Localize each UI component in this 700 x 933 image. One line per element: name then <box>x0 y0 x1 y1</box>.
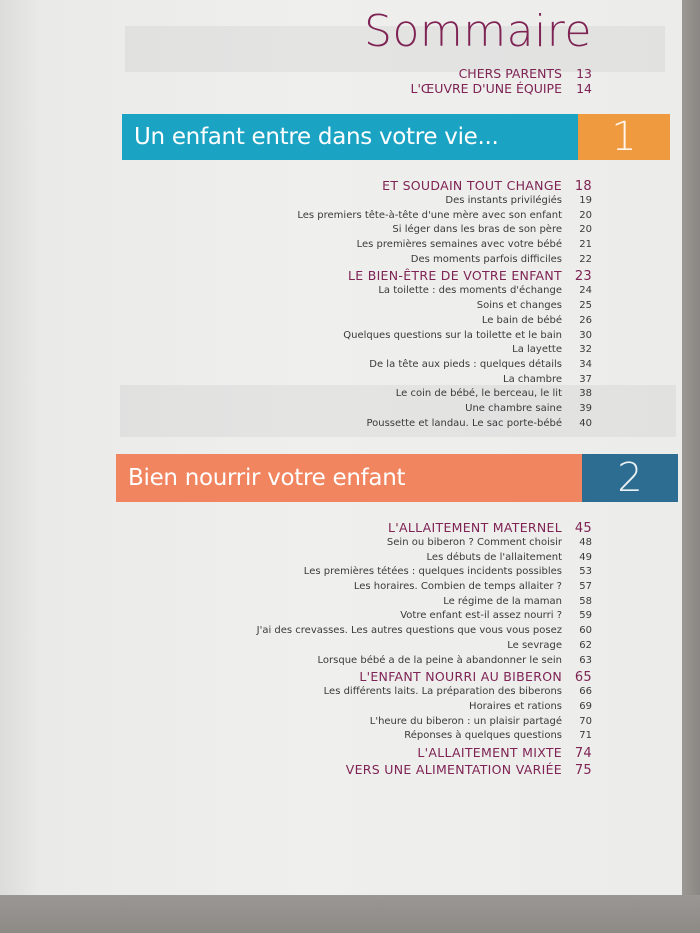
toc-entry-label: Une chambre saine <box>465 402 562 414</box>
toc-entry-label: Le régime de la maman <box>443 595 562 607</box>
toc-entry-label: Réponses à quelques questions <box>404 730 562 742</box>
toc-entry-label: ET SOUDAIN TOUT CHANGE <box>382 178 562 193</box>
toc-entry-label: L'ALLAITEMENT MIXTE <box>417 744 562 760</box>
background-surface <box>0 895 700 933</box>
chapter-2-title: Bien nourrir votre enfant <box>128 465 406 491</box>
toc-entry <box>257 565 592 580</box>
toc-entry <box>257 609 592 624</box>
toc-entry-label: LE BIEN-ÊTRE DE VOTRE ENFANT <box>347 268 562 284</box>
toc-entry <box>297 373 592 388</box>
toc-entry-page: 59 <box>579 610 592 622</box>
toc-entry <box>257 715 592 730</box>
toc-entry-page: 22 <box>579 253 592 265</box>
toc-entry-page: 57 <box>579 581 592 593</box>
toc-entry <box>297 299 592 314</box>
toc-entry <box>297 223 592 238</box>
chapter-2-toc <box>257 519 592 778</box>
toc-entry-label: Les premières semaines avec votre bébé <box>356 239 562 251</box>
toc-entry-page: 45 <box>574 521 592 536</box>
toc-entry-page: 66 <box>579 686 592 698</box>
toc-entry-page: 13 <box>576 66 592 81</box>
toc-entry-label: Soins et changes <box>476 300 562 312</box>
toc-entry-page: 74 <box>574 745 592 761</box>
toc-entry <box>297 194 592 209</box>
toc-entry-label: Le sevrage <box>507 639 562 651</box>
toc-entry-label: Les horaires. Combien de temps allaiter ? <box>353 581 562 593</box>
toc-entry-page: 20 <box>579 209 592 221</box>
toc-entry <box>297 343 592 358</box>
toc-entry-label: Les premières tétées : quelques incidents possibles <box>303 566 562 578</box>
toc-entry-page: 38 <box>579 388 592 400</box>
toc-entry <box>297 402 592 417</box>
toc-entry-label: L'heure du biberon : un plaisir partagé <box>369 715 562 727</box>
toc-entry-page: 53 <box>579 566 592 578</box>
toc-entry-page: 40 <box>579 417 592 429</box>
toc-entry <box>257 685 592 700</box>
toc-entry-page: 69 <box>579 700 592 712</box>
toc-entry-page: 23 <box>574 269 592 285</box>
toc-entry-page: 39 <box>579 402 592 414</box>
toc-entry-label: J'ai des crevasses. Les autres questions que vous vous posez <box>256 625 562 637</box>
toc-entry-page: 62 <box>579 639 592 651</box>
toc-entry <box>297 238 592 253</box>
toc-entry <box>257 551 592 566</box>
toc-entry-label: VERS UNE ALIMENTATION VARIÉE <box>345 761 562 777</box>
toc-entry <box>257 654 592 669</box>
toc-entry <box>257 729 592 744</box>
toc-entry-oeuvre <box>411 81 592 96</box>
toc-entry <box>257 595 592 610</box>
toc-entry-label: Si léger dans les bras de son père <box>392 224 562 236</box>
intro-list <box>411 66 592 96</box>
toc-entry <box>297 209 592 224</box>
toc-entry-page: 18 <box>574 179 592 194</box>
toc-entry-label: Les premiers tête-à-tête d'une mère avec son enfant <box>297 209 562 221</box>
toc-entry <box>297 314 592 329</box>
toc-entry <box>257 639 592 654</box>
toc-entry-label: Sein ou biberon ? Comment choisir <box>386 537 562 548</box>
chapter-1-toc <box>297 177 592 431</box>
toc-entry-label: La layette <box>512 344 562 356</box>
toc-entry-page: 19 <box>579 195 592 206</box>
toc-entry-label: La toilette : des moments d'échange <box>378 285 562 297</box>
toc-entry-page: 26 <box>579 314 592 326</box>
toc-entry-label: Votre enfant est-il assez nourri ? <box>400 610 562 622</box>
toc-entry <box>297 417 592 432</box>
toc-section-heading <box>257 519 592 536</box>
toc-entry <box>297 253 592 268</box>
toc-entry-label: Quelques questions sur la toilette et le bain <box>343 329 562 341</box>
toc-entry-page: 20 <box>579 224 592 236</box>
toc-entry-page: 37 <box>579 373 592 385</box>
toc-entry-page: 34 <box>579 358 592 370</box>
toc-entry-label: L'ALLAITEMENT MATERNEL <box>388 520 562 535</box>
toc-entry <box>257 624 592 639</box>
toc-entry-label: Les différents laits. La préparation des biberons <box>323 686 562 698</box>
toc-entry-page: 25 <box>579 300 592 312</box>
toc-entry-label: Des moments parfois difficiles <box>410 253 562 265</box>
toc-entry-page: 14 <box>576 81 592 96</box>
toc-entry-page: 63 <box>579 654 592 666</box>
toc-entry <box>257 580 592 595</box>
toc-entry-page: 71 <box>579 730 592 742</box>
toc-entry-page: 32 <box>579 344 592 356</box>
chapter-1-title: Un enfant entre dans votre vie... <box>134 124 499 150</box>
toc-entry <box>297 358 592 373</box>
toc-entry <box>297 284 592 299</box>
page-edge <box>682 0 700 933</box>
toc-section-heading <box>257 761 592 778</box>
chapter-1-number: 1 <box>611 114 637 160</box>
toc-section-heading <box>257 668 592 685</box>
toc-entry-label: Poussette et landau. Le sac porte-bébé <box>366 417 562 429</box>
toc-entry-label: L'ŒUVRE D'UNE ÉQUIPE <box>410 81 562 96</box>
toc-entry-label: Horaires et rations <box>469 700 562 712</box>
toc-entry-label: De la tête aux pieds : quelques détails <box>369 358 562 370</box>
toc-entry-page: 48 <box>579 537 592 548</box>
toc-entry <box>297 329 592 344</box>
toc-entry <box>257 700 592 715</box>
chapter-2-number-box <box>582 454 678 502</box>
toc-entry-page: 30 <box>579 329 592 341</box>
toc-entry-page: 24 <box>579 285 592 297</box>
toc-entry-label: L'ENFANT NOURRI AU BIBERON <box>359 669 562 685</box>
toc-entry-label: Le bain de bébé <box>481 314 562 326</box>
page-title: Sommaire <box>364 6 592 57</box>
chapter-1-number-box <box>578 114 670 160</box>
toc-entry-page: 70 <box>579 715 592 727</box>
toc-entry-label: CHERS PARENTS <box>458 66 562 81</box>
toc-entry-label: La chambre <box>503 373 562 385</box>
toc-entry-page: 58 <box>579 595 592 607</box>
toc-entry-label: Des instants privilégiés <box>445 195 562 206</box>
toc-entry-label: Les débuts de l'allaitement <box>426 551 562 563</box>
toc-entry-page: 21 <box>579 239 592 251</box>
toc-entry <box>297 387 592 402</box>
toc-entry-page: 75 <box>574 762 592 778</box>
toc-entry-label: Lorsque bébé a de la peine à abandonner le sein <box>317 654 562 666</box>
toc-entry-label: Le coin de bébé, le berceau, le lit <box>395 388 562 400</box>
toc-entry-page: 65 <box>574 670 592 686</box>
toc-entry <box>257 536 592 551</box>
chapter-1-banner <box>122 114 578 160</box>
toc-entry-page: 60 <box>579 625 592 637</box>
toc-entry-page: 49 <box>579 551 592 563</box>
toc-entry-chers-parents <box>411 66 592 81</box>
chapter-2-banner <box>116 454 582 502</box>
toc-section-heading <box>257 744 592 761</box>
chapter-2-number: 2 <box>617 455 643 501</box>
toc-section-heading <box>297 267 592 284</box>
toc-section-heading <box>297 177 592 194</box>
